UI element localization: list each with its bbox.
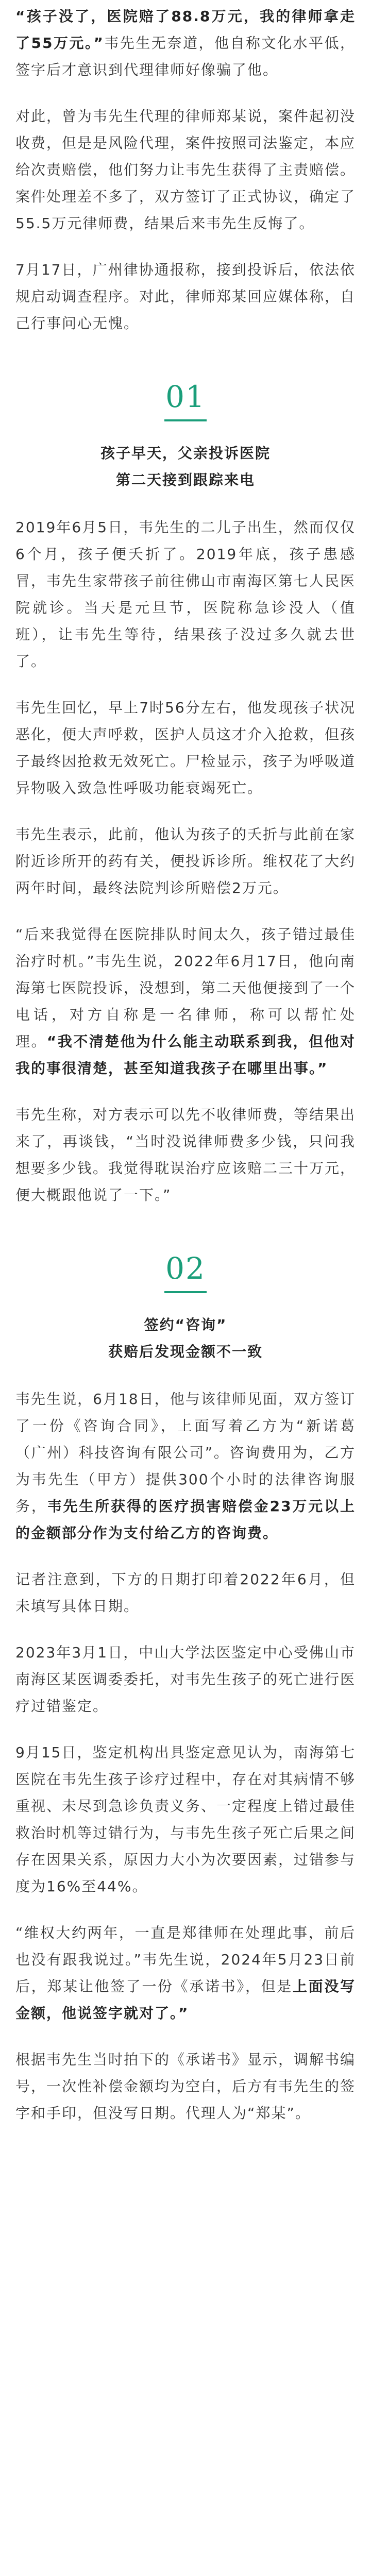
- section-divider: [164, 1291, 207, 1293]
- section1-text: “后来我觉得在医院排队时间太久，孩子错过最佳治疗时机。”韦先生说，2022年6月17日，他向南海第七医院投诉，没想到，第二天他便接到了一个电话，对方自称是一名律师，称可以帮忙处理。: [15, 926, 356, 1050]
- section1-paragraph-4: [15, 921, 356, 1082]
- section2-text: “维权大约两年，一直是郑律师在处理此事，前后也没有跟我说过。”韦先生说，2024年5月23日前后，郑某让他签了一份《承诺书》，但是: [15, 1924, 356, 1995]
- intro-paragraph-1: [15, 3, 356, 83]
- section1-paragraph-3: 韦先生表示，此前，他认为孩子的夭折与此前在家附近诊所开的药有关，便投诉诊所。维权花了大约两年时间，最终法院判诊所赔偿2万元。: [15, 826, 356, 896]
- section2-quote-bold: 上面没写金额，他说签字就对了。”: [15, 1978, 356, 2022]
- section2-paragraph-5: [15, 1920, 356, 2027]
- section-divider: [164, 419, 207, 421]
- section-number: 01: [165, 379, 206, 414]
- section2-paragraph-6: 根据韦先生当时拍下的《承诺书》显示，调解书编号，一次性补偿金额均为空白，后方有韦先生的签字和手印，但没写日期。代理人为“郑某”。: [15, 2051, 356, 2122]
- section1-paragraph-1: 2019年6月5日，韦先生的二儿子出生，然而仅仅6个月，孩子便夭折了。2019年底，孩子患感冒，韦先生家带孩子前往佛山市南海区第七人民医院就诊。当天是元旦节，医院称急诊没人（值班），让韦先生等待，结果孩子没过多久就去世了。: [15, 519, 356, 670]
- section2-paragraph-3: 2023年3月1日，中山大学法医鉴定中心受佛山市南海区某医调委委托，对韦先生孩子的死亡进行医疗过错鉴定。: [15, 1644, 356, 1715]
- section-title-line-2: 第二天接到跟踪来电: [115, 471, 255, 488]
- section-number: 02: [165, 1251, 206, 1286]
- section1-paragraph-2: 韦先生回忆，早上7时56分左右，他发现孩子状况恶化，便大声呼救，医护人员这才介入抢救，但孩子最终因抢救无效死亡。尸检显示，孩子为呼吸道异物吸入致急性呼吸功能衰竭死亡。: [15, 699, 356, 796]
- intro-paragraph-2: 对此，曾为韦先生代理的律师郑某说，案件起初没收费，但是是风险代理，案件按照司法鉴定，本应给次责赔偿，他们努力让韦先生获得了主责赔偿。案件处理差不多了，双方签订了正式协议，确定了55.5万元律师费，结果后来韦先生反悔了。: [15, 108, 356, 232]
- section2-contract-bold: 韦先生所获得的医疗损害赔偿金23万元以上的金额部分作为支付给乙方的咨询费。: [15, 1498, 356, 1541]
- section-title-line-1: 签约“咨询”: [144, 1316, 227, 1333]
- section2-paragraph-1: [15, 1386, 356, 1547]
- section2-paragraph-2: 记者注意到，下方的日期打印着2022年6月，但未填写具体日期。: [15, 1571, 356, 1615]
- section2-text: 韦先生说，6月18日，他与该律师见面，双方签订了一份《咨询合同》，上面写着乙方为“新诺葛（广州）科技咨询有限公司”。咨询费用为，乙方为韦先生（甲方）提供300个小时的法律咨询服务，: [15, 1391, 356, 1515]
- section1-quote-bold: “我不清楚他为什么能主动联系到我，但他对我的事很清楚，甚至知道我孩子在哪里出事。”: [15, 1033, 356, 1077]
- section2-paragraph-4: 9月15日，鉴定机构出具鉴定意见认为，南海第七医院在韦先生孩子诊疗过程中，存在对其病情不够重视、未尽到急诊负责义务、一定程度上错过最佳救治时机等过错行为，与韦先生孩子死亡后果之间存在因果关系，原因力大小为次要因素，过错参与度为16%至44%。: [15, 1744, 356, 1895]
- section-header-2: [15, 1253, 356, 1365]
- section-title-line-1: 孩子早天，父亲投诉医院: [100, 445, 271, 462]
- section-title-line-2: 获赔后发现金额不一致: [108, 1343, 263, 1360]
- section-header-1: [15, 381, 356, 494]
- intro-quote-bold: “孩子没了，医院赔了88.8万元，我的律师拿走了55万元。”: [15, 8, 356, 52]
- intro-text: 韦先生无奈道，他自称文化水平低，签字后才意识到代理律师好像骗了他。: [15, 35, 356, 78]
- section1-paragraph-5: 韦先生称，对方表示可以先不收律师费，等结果出来了，再谈钱，“当时没说律师费多少钱，只问我想要多少钱。我觉得耽误治疗应该赔二三十万元，便大概跟他说了一下。”: [15, 1106, 356, 1204]
- intro-paragraph-3: 7月17日，广州律协通报称，接到投诉后，依法依规启动调查程序。对此，律师郑某回应媒体称，自己行事问心无愧。: [15, 261, 356, 332]
